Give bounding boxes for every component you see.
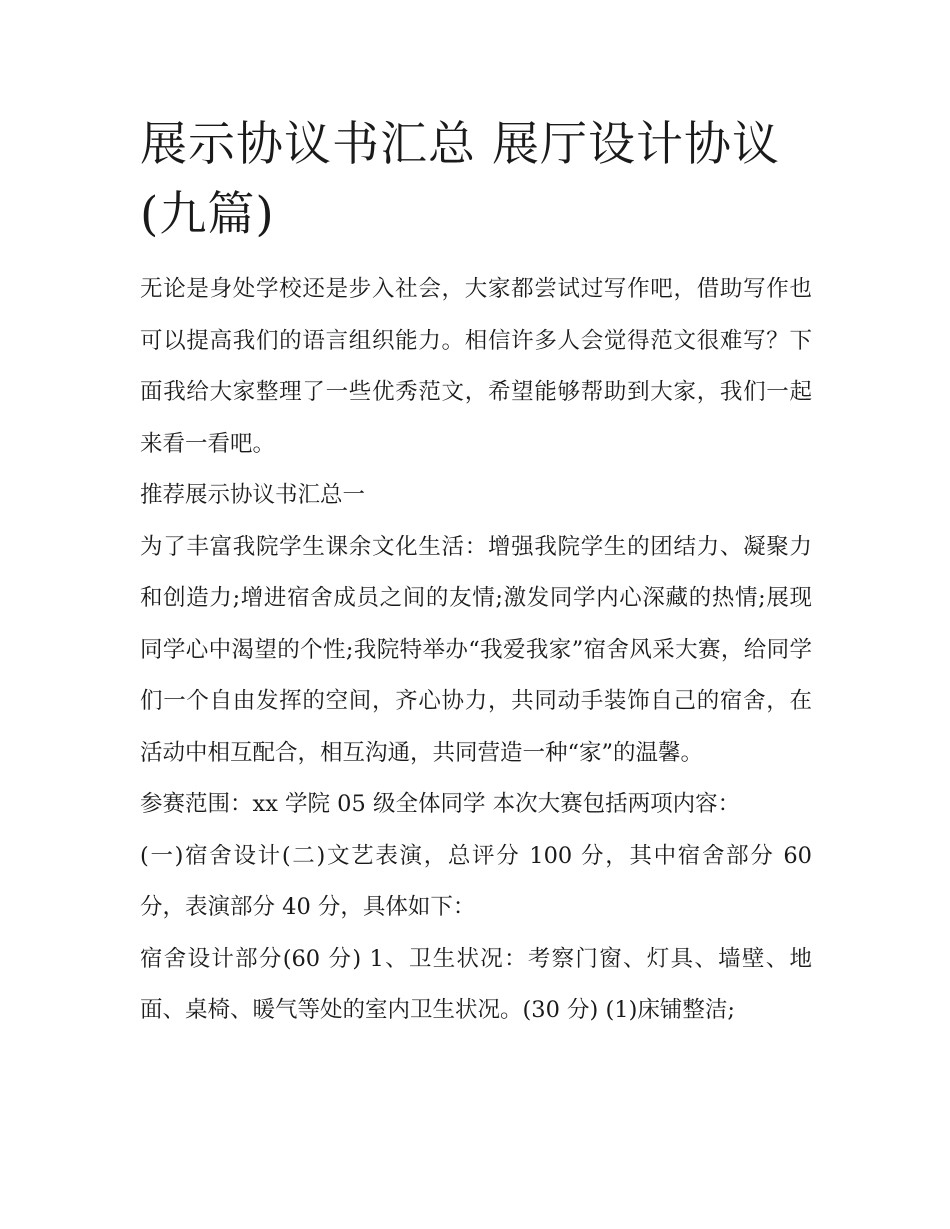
paragraph-intro: 无论是身处学校还是步入社会，大家都尝试过写作吧，借助写作也可以提高我们的语言组织能力。相信许多人会觉得范文很难写？下面我给大家整理了一些优秀范文，希望能够帮助到大家，我们一起来看一看吧。 (140, 276, 812, 457)
document-body (140, 110, 812, 1037)
document-title: 展示协议书汇总 展厅设计协议(九篇) (140, 117, 780, 242)
paragraph-section-heading: 推荐展示协议书汇总一 (140, 482, 366, 508)
paragraph-purpose: 为了丰富我院学生课余文化生活：增强我院学生的团结力、凝聚力和创造力;增进宿舍成员之间的友情;激发同学内心深藏的热情;展现同学心中渴望的个性;我院特举办“我爱我家”宿舍风采大赛，给同学们一个自由发挥的空间，齐心协力，共同动手装饰自己的宿舍，在活动中相互配合，相互沟通，共同营造一种“家”的温馨。 (140, 533, 812, 766)
paragraph-scope: 参赛范围：xx 学院 05 级全体同学 本次大赛包括两项内容： (140, 791, 741, 817)
paragraph-dorm-design: 宿舍设计部分(60 分) 1、卫生状况：考察门窗、灯具、墙壁、地面、桌椅、暖气等处的室内卫生状况。(30 分) (1)床铺整洁; (140, 945, 812, 1023)
paragraph-scoring: (一)宿舍设计(二)文艺表演，总评分 100 分，其中宿舍部分 60 分，表演部分 40 分，具体如下： (140, 842, 812, 920)
